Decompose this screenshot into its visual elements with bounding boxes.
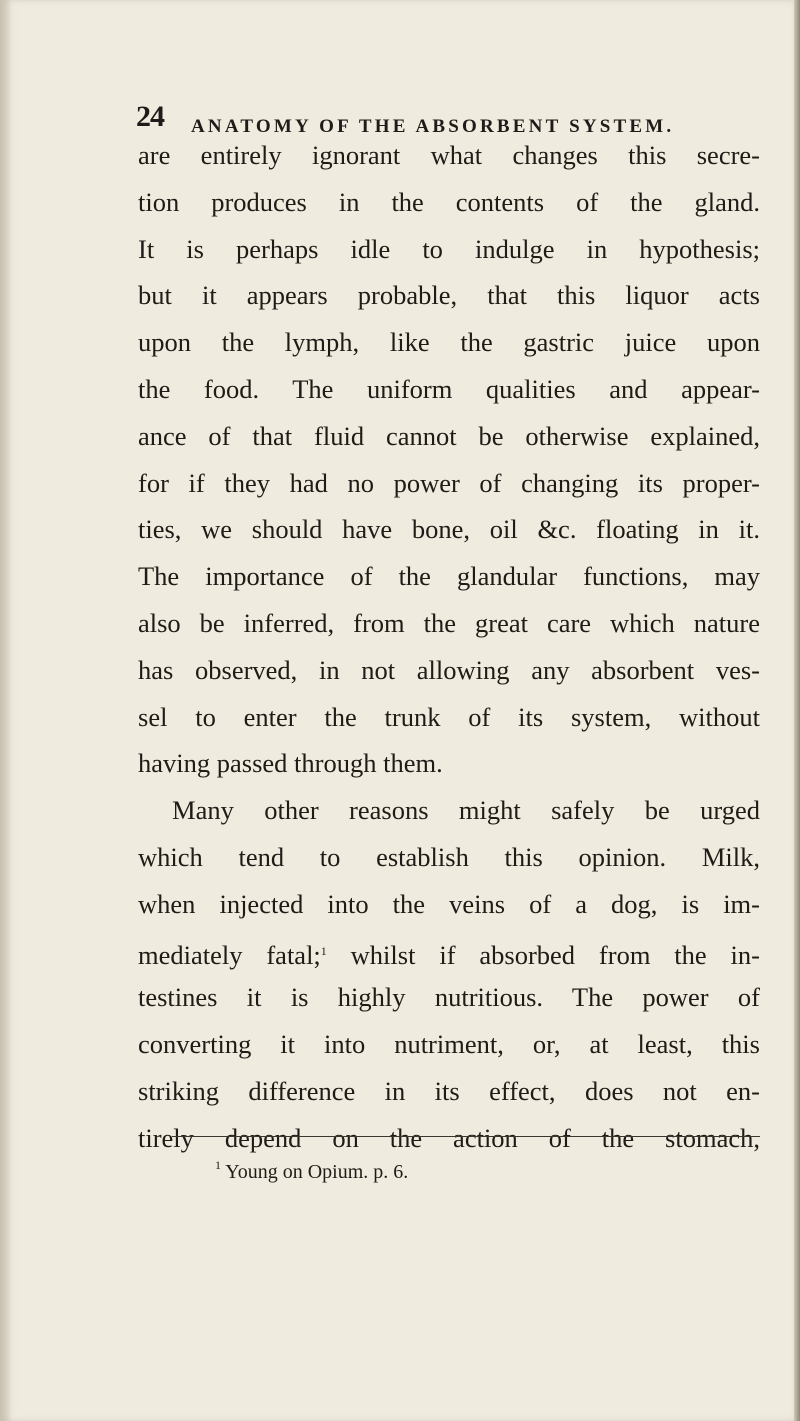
footnote-reference: 1: [320, 943, 327, 958]
text-line: upon the lymph, like the gastric juice upon: [138, 327, 760, 358]
footnote-text: Young on Opium. p. 6.: [225, 1161, 409, 1183]
text-line: for if they had no power of changing its proper-: [138, 467, 760, 498]
text-line: ance of that fluid cannot be otherwise explained,: [138, 420, 760, 451]
footnote-divider: [172, 1136, 760, 1137]
running-title: ANATOMY OF THE ABSORBENT SYSTEM.: [191, 116, 675, 137]
text-line: having passed through them.: [138, 748, 443, 779]
text-line: ties, we should have bone, oil &c. floating in it.: [138, 514, 760, 545]
text-line: The importance of the glandular functions, may: [138, 561, 760, 592]
text-line: tion produces in the contents of the gland.: [138, 186, 760, 217]
text-line-with-note: [138, 928, 760, 975]
text-line: also be inferred, from the great care which nature: [138, 607, 760, 638]
text-line: which tend to establish this opinion. Milk,: [138, 841, 760, 872]
page-number: 24: [136, 100, 164, 133]
text-line: are entirely ignorant what changes this secre-: [138, 140, 760, 170]
body-text: [138, 132, 760, 1162]
text-line: It is perhaps idle to indulge in hypothesis;: [138, 233, 760, 264]
text-line: Many other reasons might safely be urged: [172, 795, 760, 826]
line-start: mediately fatal;: [138, 939, 321, 970]
text-line: the food. The uniform qualities and appear-: [138, 373, 760, 404]
text-line: when injected into the veins of a dog, is im-: [138, 888, 760, 919]
text-line: converting it into nutriment, or, at least, this: [138, 1029, 760, 1060]
text-line: but it appears probable, that this liquor acts: [138, 280, 760, 311]
text-line: sel to enter the trunk of its system, without: [138, 701, 760, 732]
text-line: striking difference in its effect, does not en-: [138, 1075, 760, 1106]
page-left-shadow: [0, 0, 12, 1421]
text-line: has observed, in not allowing any absorbent ves-: [138, 654, 760, 685]
line-end: whilst if absorbed from the in-: [350, 939, 760, 970]
text-line: tirely depend on the action of the stomach,: [138, 1122, 760, 1153]
text-line: testines it is highly nutritious. The power of: [138, 982, 760, 1013]
footnote-marker: 1: [215, 1158, 221, 1172]
footnote: [215, 1158, 408, 1184]
page-right-edge: [794, 0, 800, 1421]
